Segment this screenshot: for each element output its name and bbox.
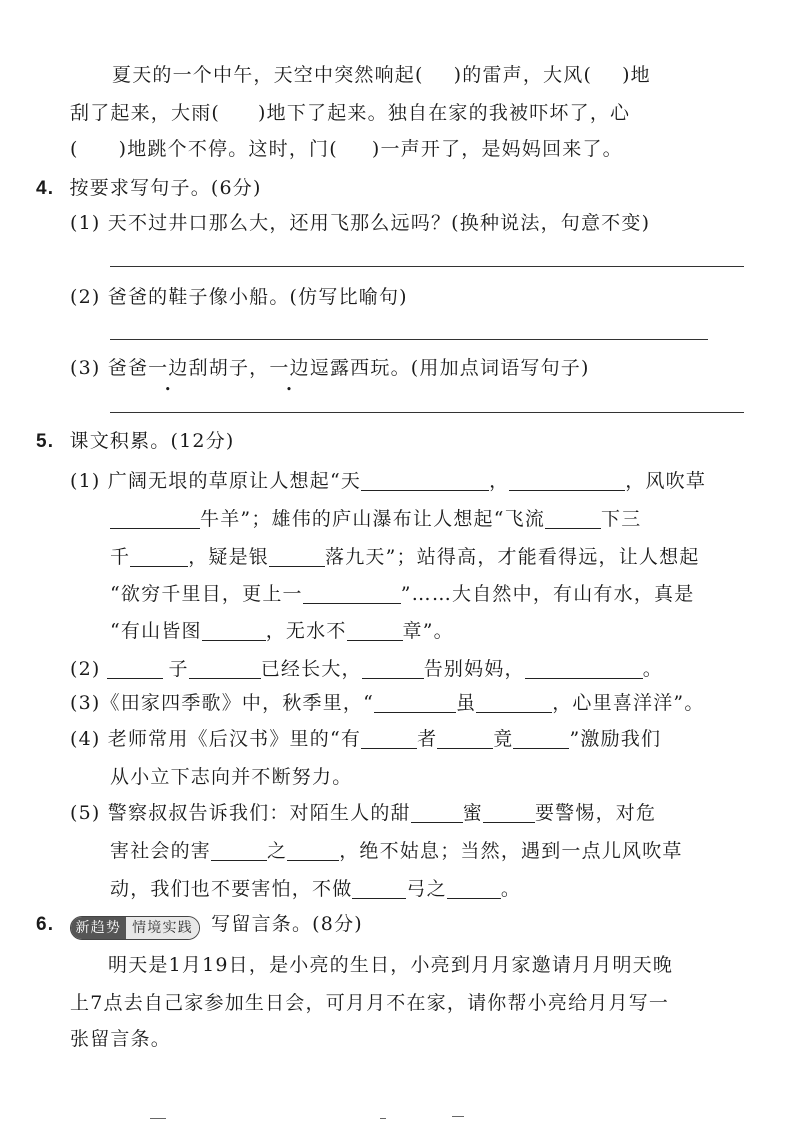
item-text: 者 [417,728,438,750]
fill-blank[interactable] [347,620,403,641]
fill-blank[interactable] [447,878,501,899]
answer-line[interactable] [110,266,744,267]
item-text: “有山皆图 [110,620,202,642]
item-text: “欲穷千里目，更上一 [110,583,303,605]
item-text: 。 [500,878,522,900]
question-title: 课文积累。(12分) [69,430,235,452]
intro-text: 夏天的一个中午，天空中突然响起( [112,64,424,86]
fill-blank[interactable] [211,840,267,861]
task-text: 张留言条。 [70,1028,172,1050]
item-text: 。 [642,658,663,680]
sentence-prompt: (2) 爸爸的鞋子像小船。(仿写比喻句) [70,286,408,308]
fill-blank[interactable] [411,802,463,823]
q5-item-2 [70,656,663,682]
intro-text: )地 [622,64,651,86]
dotted-word: 一边 [269,357,310,379]
item-text: 之 [267,840,288,862]
question-number: 5. [36,431,55,452]
question-number: 6. [36,914,55,935]
q4-sentence-2 [70,284,408,310]
item-text: 害社会的害 [110,840,212,862]
q6-text-line-2 [70,990,669,1016]
q5-heading [36,428,235,455]
intro-text: )地跳个不停。这时，门( [118,138,338,160]
q5-item-1-line-2 [110,506,641,532]
item-text: ，心里喜洋洋”。 [552,692,705,714]
fill-blank[interactable] [437,728,493,749]
sentence-prompt: 刮胡子， [188,357,270,379]
fill-blank[interactable] [110,508,200,529]
q5-item-5-line-1 [70,800,656,826]
item-text: 虽 [456,692,477,714]
item-text: ，疑是银 [188,546,270,568]
item-text: 已经长大， [260,658,362,680]
q5-item-1-line-4 [110,581,694,607]
intro-text: )的雷声，大风( [453,64,593,86]
item-text: 弓之 [406,878,447,900]
item-text: 下三 [601,508,642,530]
fill-blank[interactable] [107,658,163,679]
q6-text-line-1 [108,952,673,978]
fill-blank[interactable] [202,620,266,641]
sentence-prompt: (1) 天不过井口那么大，还用飞那么远吗？(换种说法，句意不变) [70,212,651,234]
item-text: ，绝不姑息；当然，遇到一点儿风吹草 [339,840,683,862]
item-text: (3)《田家四季歌》中，秋季里，“ [70,692,375,714]
question-number: 4. [36,178,55,199]
fill-blank[interactable] [374,692,456,713]
q5-item-5-line-3 [110,876,521,902]
fill-blank[interactable] [476,692,552,713]
item-text: 子 [168,658,189,680]
q5-item-1-line-3 [110,544,700,570]
item-text: 告别妈妈， [423,658,525,680]
fill-blank[interactable] [189,658,261,679]
intro-text: 刮了起来，大雨( [70,102,221,124]
item-text: ，无水不 [265,620,347,642]
task-text: 明天是1月19日，是小亮的生日，小亮到月月家邀请月月明天晚 [108,954,674,976]
q6-heading [36,911,363,940]
intro-text: )地下了起来。独自在家的我被吓坏了，心 [258,102,631,124]
fill-blank[interactable] [545,508,601,529]
item-text: 千 [110,546,131,568]
q4-heading [36,175,262,202]
intro-line-2 [70,100,630,126]
item-text: ”……大自然中，有山有水，真是 [400,583,695,605]
item-text: (4) 老师常用《后汉书》里的“有 [70,728,362,750]
q5-item-1-line-1 [70,468,706,494]
intro-line-3 [70,136,623,162]
scan-mark [452,1116,464,1117]
fill-blank[interactable] [352,878,406,899]
q5-item-4-line-2 [110,764,352,790]
fill-blank[interactable] [361,470,489,491]
intro-text: ( [70,138,79,160]
q5-item-4-line-1 [70,726,661,752]
item-text: (2) [70,658,101,680]
sentence-prompt: (3) 爸爸 [70,357,149,379]
fill-blank[interactable] [269,546,325,567]
item-text: ，风吹草 [625,470,707,492]
item-text: 牛羊”；雄伟的庐山瀑布让人想起“飞流 [200,508,546,530]
q5-item-1-line-5 [110,618,454,644]
fill-blank[interactable] [483,802,535,823]
answer-line[interactable] [110,412,744,413]
dotted-word: 一边 [148,357,189,379]
badge-new-trend: 新趋势 [71,917,127,939]
fill-blank[interactable] [525,658,643,679]
item-text: 动，我们也不要害怕，不做 [110,878,353,900]
fill-blank[interactable] [509,470,625,491]
item-text: 章”。 [402,620,454,642]
intro-line-1 [112,62,651,88]
item-text: 从小立下志向并不断努力。 [110,766,353,788]
trend-badge [70,916,200,940]
question-title: 按要求写句子。(6分) [69,177,262,199]
fill-blank[interactable] [303,583,401,604]
question-title: 写留言条。(8分) [211,913,363,935]
item-text: 落九天”；站得高，才能看得远，让人想起 [325,546,700,568]
q4-sentence-3 [70,355,590,381]
q4-sentence-1 [70,210,650,236]
fill-blank[interactable] [287,840,339,861]
intro-text: )一声开了，是妈妈回来了。 [371,138,623,160]
q6-text-line-3 [70,1026,171,1052]
answer-line[interactable] [110,339,708,340]
fill-blank[interactable] [513,728,569,749]
q5-item-3 [70,690,705,716]
scan-mark [380,1118,386,1119]
item-text: 蜜 [462,802,483,824]
item-text: ”激励我们 [569,728,662,750]
badge-scenario-practice: 情境实践 [126,917,199,939]
fill-blank[interactable] [362,658,424,679]
sentence-prompt: 逗露西玩。(用加点词语写句子) [309,357,590,379]
item-text: (5) 警察叔叔告诉我们：对陌生人的甜 [70,802,411,824]
item-text: (1) 广阔无垠的草原让人想起“天 [70,470,362,492]
item-text: 要警惕，对危 [534,802,657,824]
item-text: ， [489,470,510,492]
task-text: 上7点去自己家参加生日会，可月月不在家，请你帮小亮给月月写一 [70,992,670,1014]
item-text: 竟 [493,728,514,750]
fill-blank[interactable] [130,546,188,567]
q5-item-5-line-2 [110,838,683,864]
scan-mark [150,1118,166,1119]
fill-blank[interactable] [361,728,417,749]
